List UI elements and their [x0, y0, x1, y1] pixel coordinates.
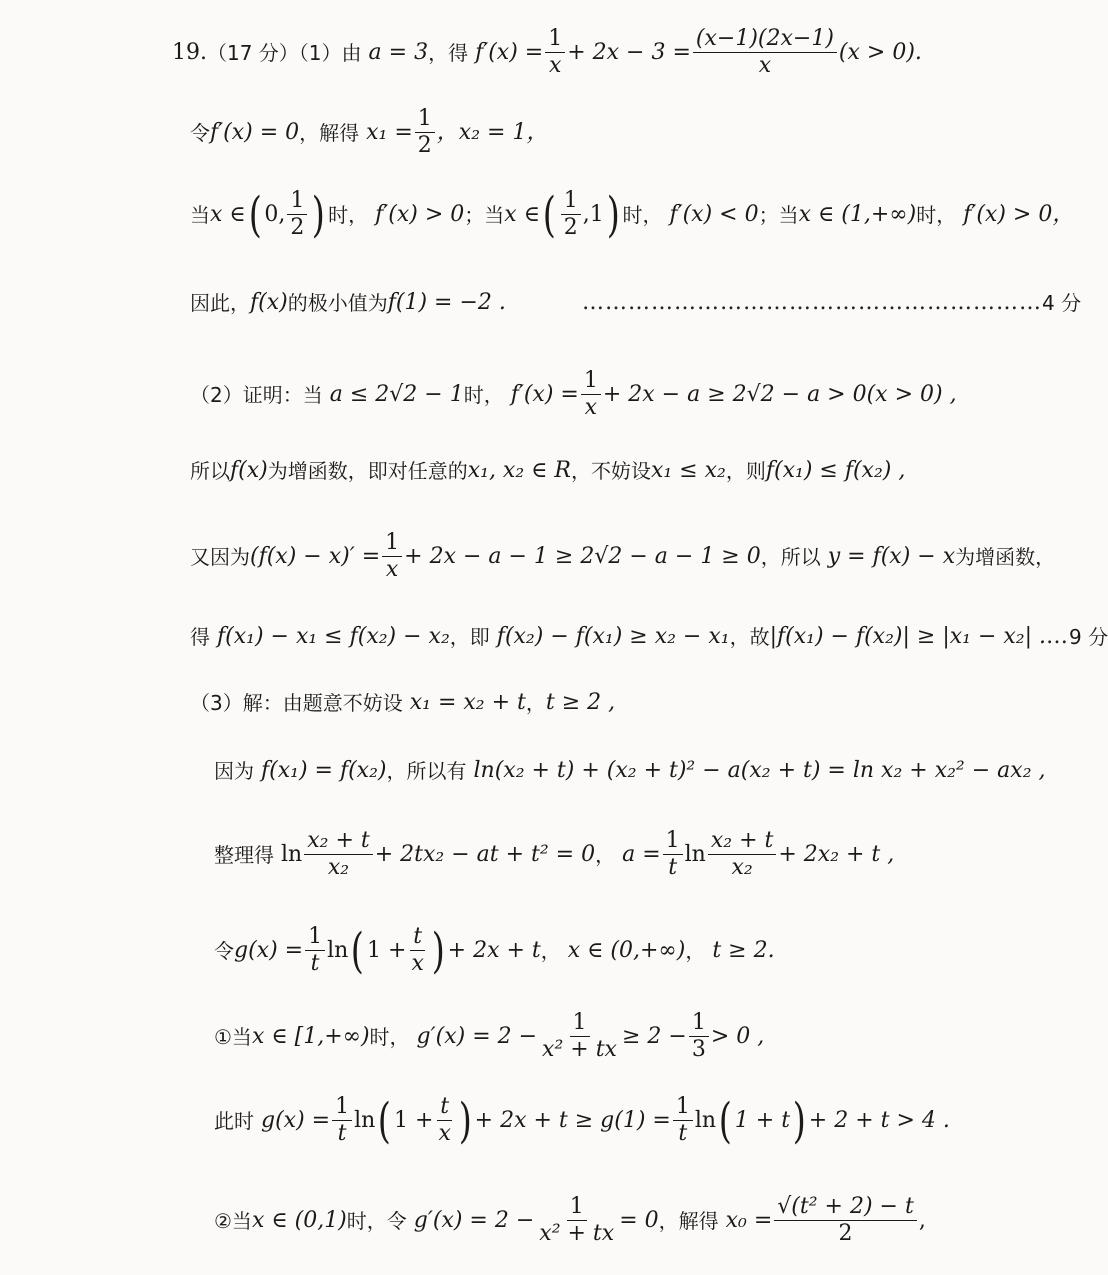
fx-label: f(x) [250, 290, 288, 315]
critical-points-line [190, 108, 548, 157]
case1-domain: x ∈ [1,+∞) [251, 1023, 370, 1049]
g-definition-line [214, 922, 775, 979]
domain-condition: (x > 0). [838, 39, 922, 65]
text-yinwei: 因为 [214, 759, 254, 783]
x-in-3: x ∈ (1,+∞) [798, 201, 917, 227]
fraction-x2t-over-x2: $\frac{\text{x₂ + t}}{\text{x₂}}$ [304, 830, 373, 879]
interval1-start: 0, [264, 201, 286, 227]
case1-line [214, 1012, 764, 1061]
y-def: y = f(x) − x [827, 543, 956, 569]
deriv-zero-eq: f′(x) = 0 [210, 119, 300, 145]
g-bound-tail: + 2 + t > 4 . [808, 1107, 950, 1133]
a-eq: a = [622, 841, 661, 867]
fraction-1-over-x: $\frac{1}{x}$ [545, 28, 565, 77]
monotonicity-line [190, 186, 1075, 243]
text-cishi: 此时 [214, 1108, 254, 1133]
g-deriv: g′(x) = 2 − [416, 1023, 538, 1049]
fraction-1-over-t-4: $\frac{1}{t}$ [673, 1096, 693, 1145]
interval2-end: ,1 [582, 201, 604, 227]
part1-label: （17 分）（1）由 [207, 40, 362, 65]
text-ling: 令 [190, 120, 210, 145]
text-shi-4: 时， [369, 1024, 410, 1049]
dot-leader-2: … [1046, 624, 1070, 649]
fx-label-2: f(x) [230, 458, 268, 483]
case1-ineq: ≥ 2 − [621, 1023, 687, 1049]
fraction-1-over-t: $\frac{1}{t}$ [663, 830, 683, 879]
score-9: 9 分 [1069, 625, 1108, 649]
text-youyinwei: 又因为 [190, 544, 250, 569]
comma-4: ， [685, 938, 706, 963]
one-plus-t: 1 + t [734, 1107, 791, 1133]
fraction-factored: $\frac{(x-1)(2x-1)}{x}$ [693, 28, 837, 77]
ln-equation: ln(x₂ + t) + (x₂ + t)² − a(x₂ + t) = ln x₂ + x₂² − ax₂ , [473, 758, 1046, 783]
ln-5: ln [694, 1107, 717, 1133]
case1-bound-line [214, 1092, 950, 1149]
text-yinci: 因此， [190, 291, 250, 315]
text-suoyi: 所以 [190, 459, 230, 483]
g-domain: x ∈ (0,+∞) [567, 937, 686, 963]
dot-leader: …………………………………………………… [582, 290, 1042, 315]
paren-open-icon: ( [378, 1092, 392, 1149]
text-shi-3: 时， [916, 202, 957, 227]
g-deriv-2: g′(x) = 2 − [413, 1207, 535, 1233]
part2-line [190, 370, 957, 419]
text-shi-2: 时， [622, 202, 663, 227]
g-zero: = 0 [619, 1207, 659, 1233]
part2-inequality: + 2x − a ≥ 2√2 − a > 0(x > 0) , [602, 381, 957, 407]
cond-positive-2: f′(x) > 0， [963, 201, 1075, 227]
deriv-lhs: f′(x) = [475, 39, 544, 65]
t-cond: t ≥ 2 , [545, 690, 616, 715]
fraction-interval1-end: $\frac{1}{2}$ [287, 190, 307, 239]
text-suoyiyou: ，所以有 [386, 759, 467, 783]
ln-1: ln [281, 841, 303, 867]
one-plus-2: 1 + [394, 1107, 434, 1133]
part3-label: （3）解：由题意不妨设 [190, 691, 403, 715]
score-4-line [582, 292, 1081, 314]
given-a: a = 3 [368, 39, 429, 65]
rearranged-eq: + 2tx₂ − at + t² = 0 [374, 841, 596, 867]
fraction-x0: $\frac{\text{√(t² + 2) − t}}{2}$ [774, 1196, 917, 1245]
text-zhengli: 整理得 [214, 842, 274, 867]
paren-open-icon: ( [351, 922, 365, 979]
paren-open-icon: ( [248, 186, 262, 243]
text-ling-2: 令 [214, 938, 234, 963]
text-shi-ling: 时，令 [346, 1208, 407, 1233]
fraction-t-over-x: $\frac{t}{x}$ [411, 924, 424, 976]
fraction-half: $\frac{1}{2}$ [415, 108, 435, 157]
text-suoyi-2: ，所以 [760, 544, 821, 569]
rearranged-line [214, 830, 894, 879]
x1-def: x₁ = x₂ + t [409, 690, 526, 715]
f-equal: f(x₁) = f(x₂) [261, 758, 387, 783]
case2-label: ②当 [214, 1208, 252, 1233]
fraction-1-over-x-3: $\frac{1}{x}$ [382, 532, 402, 581]
x2-value: ，x₂ = 1， [436, 119, 549, 145]
vars-in-r: x₁, x₂ ∈ R [467, 458, 571, 483]
paren-close-icon: ) [606, 186, 620, 243]
x-in-2: x ∈ [504, 201, 540, 227]
abs-ineq: |f(x₁) − f(x₂)| ≥ |x₁ − x₂| . [769, 624, 1047, 649]
x0-label: x₀ = [725, 1207, 773, 1233]
comma-2: ， [595, 842, 616, 867]
text-ze: ，则 [725, 459, 766, 483]
part3-line [190, 692, 615, 714]
cond-positive-1: f′(x) > 0 [375, 201, 465, 227]
text-shi: 时， [463, 382, 504, 407]
minimum-value-line [190, 292, 506, 314]
ln-4: ln [354, 1107, 376, 1133]
text-dang-3: ；当 [758, 202, 799, 227]
ln-3: ln [327, 937, 349, 963]
fraction-third: $\frac{1}{3}$ [689, 1012, 709, 1061]
fraction-1-over-t-3: $\frac{1}{t}$ [332, 1096, 352, 1145]
problem-number: 19. [172, 39, 207, 65]
aux-deriv-lhs: (f(x) − x)′ = [250, 543, 381, 569]
case2-domain: x ∈ (0,1) [251, 1207, 347, 1233]
ln-2: ln [684, 841, 706, 867]
part2-condition: a ≤ 2√2 − 1 [329, 381, 464, 407]
part1-derivative-line [172, 28, 922, 77]
text-de-2: 得 [190, 625, 210, 649]
x1-label: x₁ = [366, 119, 413, 145]
ineq-2: f(x₂) − f(x₁) ≥ x₂ − x₁ [496, 624, 730, 649]
min-value: f(1) = −2 . [387, 290, 506, 315]
fraction-1-over-x2tx: $\frac{1}{\text{x² + tx}}$ [542, 1010, 617, 1062]
text-dang: 当 [190, 202, 210, 227]
increasing-line [190, 460, 905, 482]
g-lhs-2: g(x) = [261, 1107, 331, 1133]
text-increasing: 为增函数，即对任意的 [267, 459, 468, 483]
ineq-1: f(x₁) − x₁ ≤ f(x₂) − x₂ [217, 624, 450, 649]
fraction-t-over-x-2: $\frac{t}{x}$ [438, 1094, 451, 1146]
cond-negative: f′(x) < 0 [669, 201, 759, 227]
text-jiede: ，解得 [299, 120, 360, 145]
paren-close-icon: ) [431, 922, 445, 979]
paren-close-icon: ) [312, 186, 326, 243]
g-tail: + 2x + t [447, 937, 541, 963]
text-gu: ，故 [729, 625, 770, 649]
text-jiede-2: ，解得 [658, 1208, 719, 1233]
fraction-interval2-start: $\frac{1}{2}$ [561, 190, 581, 239]
text-min-value: 的极小值为 [287, 291, 388, 315]
equal-values-line [214, 760, 1046, 782]
fraction-1-over-t-2: $\frac{1}{t}$ [305, 926, 325, 975]
x-in-1: x ∈ [210, 201, 246, 227]
fraction-1-over-x-2: $\frac{1}{x}$ [581, 370, 601, 419]
case2-line [214, 1196, 926, 1245]
fraction-x2t-over-x2-2: $\frac{\text{x₂ + t}}{\text{x₂}}$ [708, 830, 777, 879]
part2-label: （2）证明：当 [190, 382, 323, 407]
text-increasing-2: 为增函数， [955, 544, 1056, 569]
conclusion-line [190, 626, 1108, 648]
case1-tail: > 0 , [710, 1023, 765, 1049]
text-ji: ，即 [449, 625, 490, 649]
trailing-comma: , [918, 1207, 926, 1233]
score-4: 4 分 [1042, 291, 1082, 315]
paren-open-icon: ( [542, 186, 556, 243]
comma: ， [525, 691, 546, 715]
fraction-1-over-x2tx-2: $\frac{1}{\text{x² + tx}}$ [539, 1194, 615, 1246]
f-inequality: f(x₁) ≤ f(x₂) , [765, 458, 906, 483]
g-lhs: g(x) = [234, 937, 304, 963]
g-bound: + 2x + t ≥ g(1) = [474, 1107, 671, 1133]
deriv-lhs-2: f′(x) = [510, 381, 579, 407]
t-cond-2: t ≥ 2. [712, 937, 775, 963]
a-tail: + 2x₂ + t , [778, 841, 895, 867]
aux-inequality: + 2x − a − 1 ≥ 2√2 − a − 1 ≥ 0 [404, 543, 761, 569]
auxiliary-function-line [190, 532, 1055, 581]
deriv-mid: + 2x − 3 = [567, 39, 691, 65]
text-shi-1: 时， [328, 202, 369, 227]
text-dang-2: ；当 [464, 202, 505, 227]
paren-close-icon: ) [792, 1092, 806, 1149]
text-de: ，得 [428, 40, 469, 65]
comma-3: ， [540, 938, 561, 963]
one-plus: 1 + [367, 937, 407, 963]
paren-open-icon: ( [718, 1092, 732, 1149]
x1-le-x2: x₁ ≤ x₂ [651, 458, 726, 483]
paren-close-icon: ) [458, 1092, 472, 1149]
case1-label: ①当 [214, 1024, 252, 1049]
text-assume: ，不妨设 [571, 459, 651, 483]
